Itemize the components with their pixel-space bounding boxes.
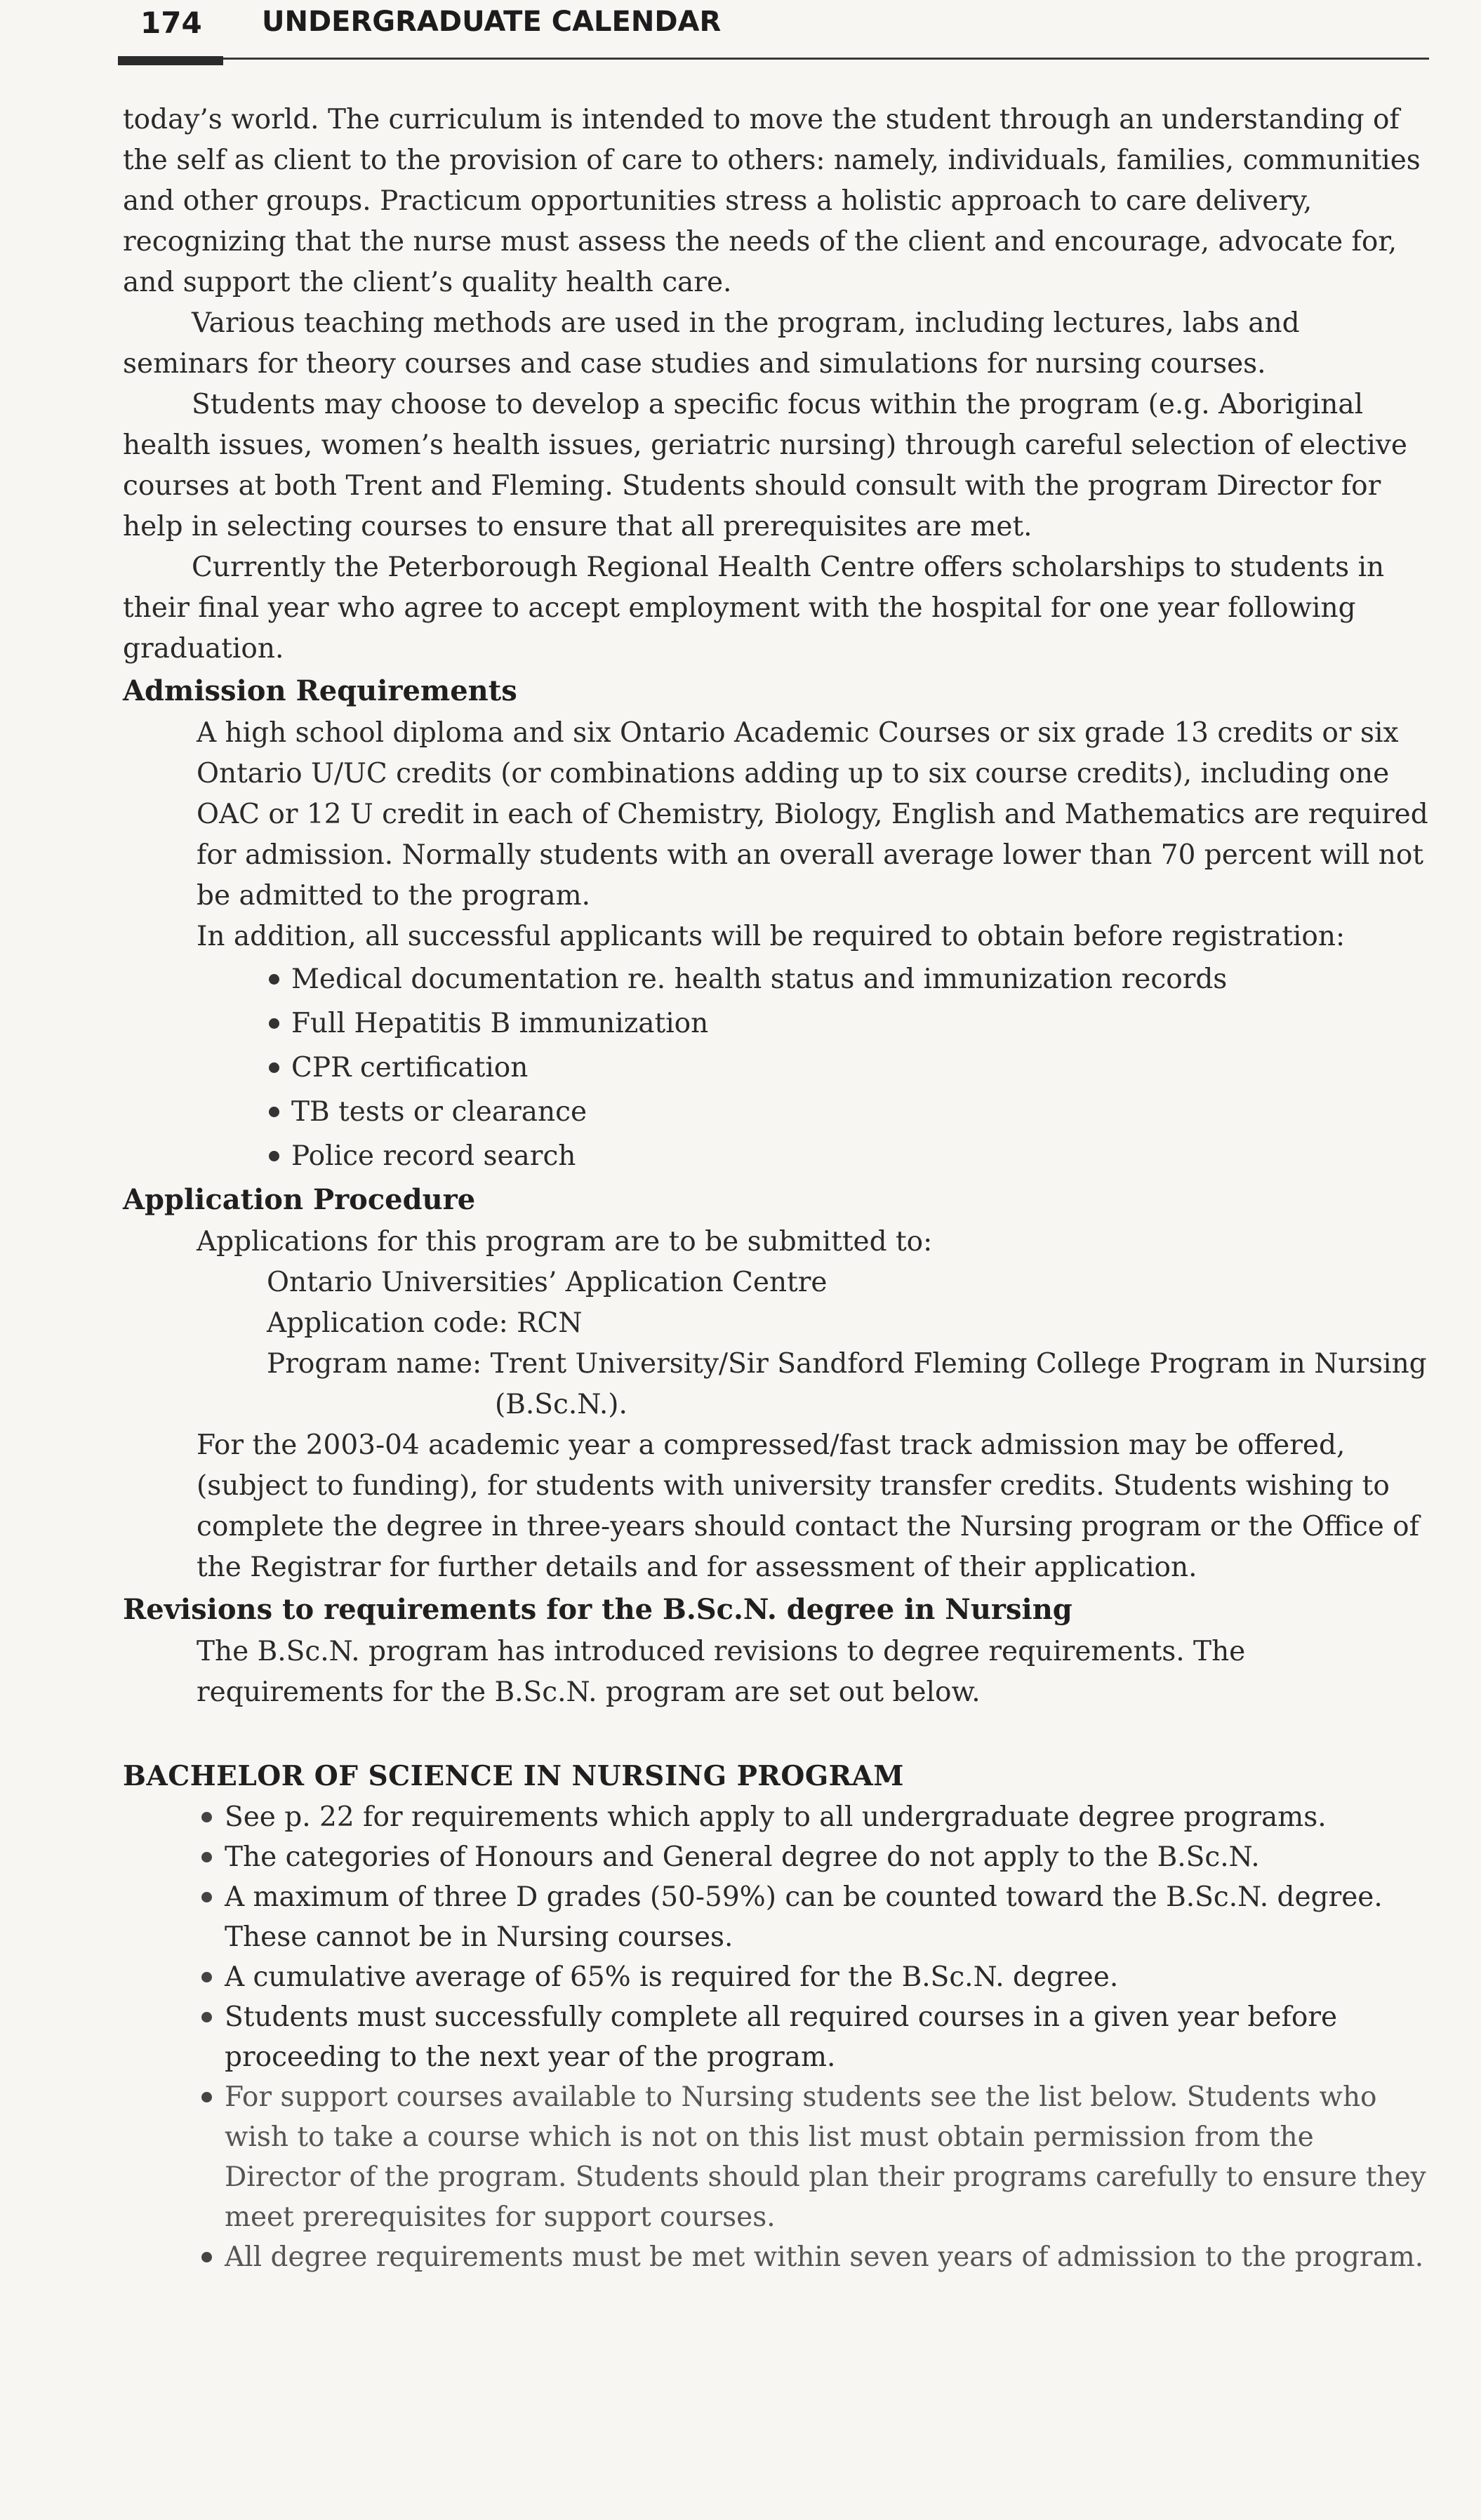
admission-list xyxy=(123,957,1428,1178)
list-item: TB tests or clearance xyxy=(123,1090,1428,1134)
degree-requirements-list xyxy=(123,1797,1428,2277)
application-code: Application code: RCN xyxy=(267,1307,583,1339)
bullet-icon xyxy=(201,1892,212,1902)
page-body xyxy=(123,100,1428,2277)
list-item: CPR certification xyxy=(123,1046,1428,1090)
bullet-icon xyxy=(201,2252,212,2262)
application-note: For the 2003-04 academic year a compressed/fast track admission may be offered, (subject to funding), for students with university transfer credits. Students wishing to complete the degree in three-years should contact the Nursing program or the Office of the Registrar for further details and for assessment of their application. xyxy=(197,1429,1420,1583)
revisions-heading: Revisions to requirements for the B.Sc.N. degree in Nursing xyxy=(123,1593,1072,1626)
header-rule xyxy=(223,58,1429,60)
application-lead: Applications for this program are to be submitted to: xyxy=(197,1226,933,1258)
program-name-continued: (B.Sc.N.). xyxy=(495,1389,627,1420)
page-header xyxy=(118,0,1429,70)
admission-lead: In addition, all successful applicants will be required to obtain before registration: xyxy=(197,921,1346,952)
revisions-body: The B.Sc.N. program has introduced revisions to degree requirements. The requirements for the B.Sc.N. program are set out below. xyxy=(197,1636,1246,1708)
bullet-icon xyxy=(201,1972,212,1982)
admission-heading: Admission Requirements xyxy=(123,674,517,707)
list-item: Students must successfully complete all required courses in a given year before proceeding to the next year of the program. xyxy=(123,1997,1428,2077)
bullet-icon xyxy=(269,1018,279,1029)
bullet-icon xyxy=(269,974,279,985)
application-centre: Ontario Universities’ Application Centre xyxy=(267,1267,828,1298)
admission-body: A high school diploma and six Ontario Academic Courses or six grade 13 credits or six Ontario U/UC credits (or combinations adding up to six course credits), including one OAC or 12 U credit in each of Chemistry, Biology, English and Mathematics are required for admission. Normally students with an overall average lower than 70 percent will not be admitted to the program. xyxy=(197,717,1428,912)
list-item: A maximum of three D grades (50-59%) can be counted toward the B.Sc.N. degree. These cannot be in Nursing courses. xyxy=(123,1877,1428,1957)
list-item: A cumulative average of 65% is required for the B.Sc.N. degree. xyxy=(123,1957,1428,1997)
list-item: See p. 22 for requirements which apply to all undergraduate degree programs. xyxy=(123,1797,1428,1837)
header-rule-thick xyxy=(118,56,223,65)
bullet-icon xyxy=(201,2092,212,2102)
list-item: All degree requirements must be met within seven years of admission to the program. xyxy=(123,2237,1428,2277)
list-item: Full Hepatitis B immunization xyxy=(123,1001,1428,1046)
section-gap xyxy=(123,1713,1428,1755)
list-item: For support courses available to Nursing students see the list below. Students who wish to take a course which is not on this list must obtain permission from the Director of the program. Students should plan their programs carefully to ensure they meet prerequisites for support courses. xyxy=(123,2077,1428,2237)
degree-heading: BACHELOR OF SCIENCE IN NURSING PROGRAM xyxy=(123,1760,904,1792)
bullet-icon xyxy=(201,2012,212,2022)
list-item: Police record search xyxy=(123,1134,1428,1178)
intro-paragraph: Students may choose to develop a specific focus within the program (e.g. Aboriginal health issues, women’s health issues, geriatric nursing) through careful selection of elective courses at both Trent and Fleming. Students should consult with the program Director for help in selecting courses to ensure that all prerequisites are met. xyxy=(123,389,1408,542)
program-name-label: Program name: xyxy=(267,1348,482,1380)
application-heading: Application Procedure xyxy=(123,1183,476,1216)
list-item: Medical documentation re. health status and immunization records xyxy=(123,957,1428,1001)
running-title: UNDERGRADUATE CALENDAR xyxy=(262,6,722,38)
list-item: The categories of Honours and General degree do not apply to the B.Sc.N. xyxy=(123,1837,1428,1877)
intro-paragraph: today’s world. The curriculum is intended to move the student through an understanding of the self as client to the provision of care to others: namely, individuals, families, communities and other groups. Practicum opportunities stress a holistic approach to care delivery, recognizing that the nurse must assess the needs of the client and encourage, advocate for, and support the client’s quality health care. xyxy=(123,104,1421,298)
bullet-icon xyxy=(269,1062,279,1073)
program-name: Trent University/Sir Sandford Fleming College Program in Nursing xyxy=(490,1348,1427,1380)
intro-paragraph: Currently the Peterborough Regional Health Centre offers scholarships to students in their final year who agree to accept employment with the hospital for one year following graduation. xyxy=(123,552,1385,665)
intro-paragraph: Various teaching methods are used in the program, including lectures, labs and seminars for theory courses and case studies and simulations for nursing courses. xyxy=(123,307,1300,380)
page-number: 174 xyxy=(140,6,202,40)
bullet-icon xyxy=(201,1852,212,1862)
bullet-icon xyxy=(201,1812,212,1822)
bullet-icon xyxy=(269,1151,279,1161)
program-name-line xyxy=(123,1344,1428,1385)
bullet-icon xyxy=(269,1107,279,1117)
